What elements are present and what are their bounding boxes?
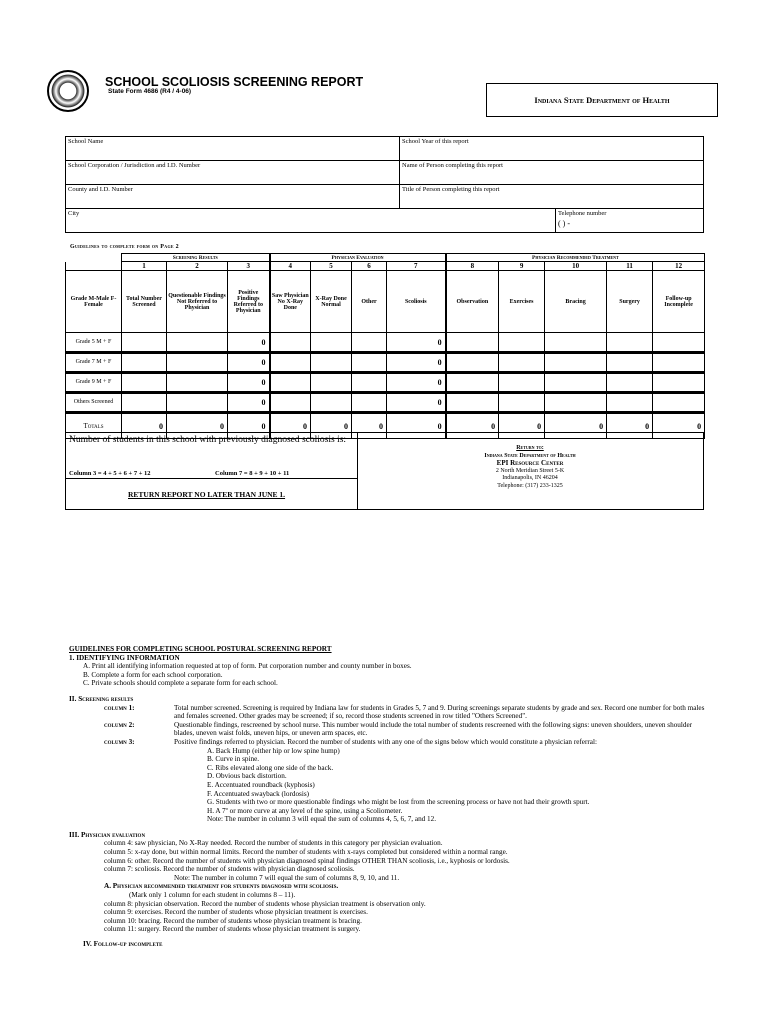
- column-text: column 6: other. Record the number of students with physician diagnosed spinal findings OTHER THAN scoliosis, i.e., kyphosis or lordosis.: [104, 856, 510, 865]
- header-xray-normal: X-Ray Done Normal: [311, 271, 352, 333]
- total-cell: 0: [387, 413, 446, 439]
- cell-input[interactable]: [545, 393, 607, 413]
- cell-input[interactable]: [352, 353, 387, 373]
- corporation-label: School Corporation / Jurisdiction and I.D. Number: [68, 162, 201, 169]
- school-name-label: School Name: [68, 138, 104, 145]
- cell-input[interactable]: [311, 373, 352, 393]
- telephone-field[interactable]: [556, 209, 704, 233]
- county-label: County and I.D. Number: [68, 186, 133, 193]
- column-label: column 1:: [104, 703, 135, 712]
- cell-input[interactable]: [446, 373, 499, 393]
- column-label: column 2:: [104, 720, 135, 729]
- col-number: 1: [122, 262, 167, 271]
- instructions: [69, 645, 709, 949]
- cell-input[interactable]: [653, 353, 705, 373]
- cell-input[interactable]: [545, 333, 607, 353]
- row-label: Others Screened: [66, 393, 122, 413]
- cell-col7: 0: [387, 393, 446, 413]
- school-year-label: School Year of this report: [402, 138, 469, 145]
- row-label: Grade 7 M + F: [66, 353, 122, 373]
- cell-input[interactable]: [545, 373, 607, 393]
- cell-input[interactable]: [311, 393, 352, 413]
- header-surgery: Surgery: [607, 271, 653, 333]
- column-text: column 4: saw physician, No X-Ray needed. Record the number of students in this category per physician evaluation.: [104, 839, 443, 848]
- cell-col3: 0: [228, 373, 270, 393]
- cell-input[interactable]: [270, 373, 311, 393]
- group-physician-evaluation: Physician Evaluation: [270, 254, 446, 262]
- page-title: SCHOOL SCOLIOSIS SCREENING REPORT: [105, 75, 364, 89]
- header-exercises: Exercises: [499, 271, 545, 333]
- formula-column-3: Column 3 = 4 + 5 + 6 + 7 + 12: [69, 470, 151, 477]
- row-label: Grade 9 M + F: [66, 373, 122, 393]
- county-field[interactable]: [66, 185, 400, 209]
- cell-input[interactable]: [352, 393, 387, 413]
- sign-item: A. Back Hump (either hip or low spine hump): [207, 746, 340, 755]
- cell-input[interactable]: [311, 333, 352, 353]
- person-completing-field[interactable]: [400, 161, 704, 185]
- cell-input[interactable]: [607, 373, 653, 393]
- cell-input[interactable]: [311, 353, 352, 373]
- cell-input[interactable]: [607, 353, 653, 373]
- telephone-value: ( ) -: [558, 219, 570, 228]
- cell-input[interactable]: [653, 393, 705, 413]
- cell-input[interactable]: [607, 393, 653, 413]
- column-text: column 11: surgery. Record the number of students whose physician treatment is surgery.: [104, 925, 361, 934]
- col-number: 12: [653, 262, 705, 271]
- cell-col7: 0: [387, 333, 446, 353]
- cell-input[interactable]: [545, 353, 607, 373]
- cell-input[interactable]: [122, 353, 167, 373]
- table-row: [66, 393, 705, 413]
- sign-item: B. Curve in spine.: [207, 755, 260, 764]
- instruction-line: B. Complete a form for each school corporation.: [83, 670, 223, 679]
- corporation-field[interactable]: [66, 161, 400, 185]
- return-phone: Telephone: (317) 233-1325: [497, 482, 563, 489]
- col-number: 8: [446, 262, 499, 271]
- header-scoliosis: Scoliosis: [387, 271, 446, 333]
- sign-item: G. Students with two or more questionable findings who might be lost from the screening process or have not had their growth spurt.: [207, 798, 590, 807]
- header-saw-physician: Saw Physician No X-Ray Done: [270, 271, 311, 333]
- sign-item: F. Accentuated swayback (lordosis): [207, 789, 310, 798]
- total-cell: 0: [122, 413, 167, 439]
- formula-column-7: Column 7 = 8 + 9 + 10 + 11: [215, 470, 290, 477]
- return-dept: Indiana State Department of Health: [484, 452, 576, 459]
- return-heading: Return to:: [516, 445, 544, 451]
- title-person-label: Title of Person completing this report: [402, 186, 500, 193]
- cell-col7: 0: [387, 353, 446, 373]
- previously-diagnosed-label: Number of students in this school with previously diagnosed scoliosis is:: [69, 435, 347, 445]
- treatment-subnote: (Mark only 1 column for each student in columns 8 – 11).: [129, 891, 296, 900]
- table-row: [66, 373, 705, 393]
- cell-col3: 0: [228, 333, 270, 353]
- header-questionable: Questionable Findings Not Referred to Physician: [167, 271, 228, 333]
- column-text: Positive findings referred to physician. Record the number of students with any one of the signs below which would constitute a physician referral:: [174, 737, 597, 746]
- instruction-line: C. Private schools should complete a separate form for each school.: [83, 679, 278, 688]
- total-cell: 0: [311, 413, 352, 439]
- cell-input[interactable]: [499, 373, 545, 393]
- sign-item: Note: The number in column 3 will equal the sum of columns 4, 5, 6, 7, and 12.: [207, 815, 437, 824]
- sign-item: H. A 7º or more curve at any level of the spine, using a Scoliometer.: [207, 806, 403, 815]
- return-city: Indianapolis, IN 46204: [502, 475, 558, 481]
- department-name: Indiana State Department of Health: [534, 95, 670, 105]
- cell-input[interactable]: [122, 373, 167, 393]
- col-number: 9: [499, 262, 545, 271]
- cell-input[interactable]: [499, 393, 545, 413]
- header-positive-referred: Positive Findings Referred to Physician: [228, 271, 270, 333]
- header-observation: Observation: [446, 271, 499, 333]
- cell-input[interactable]: [653, 373, 705, 393]
- return-street: 2 North Meridian Street 5-K: [495, 467, 565, 474]
- column-text: Questionable findings, rescreened by school nurse. This number would include the total number of students rescreened with the following signs: uneven shoulders, uneven shoulder blades, uneven waist folds, uneven hips, or uneven arm spaces, etc.: [174, 720, 693, 738]
- total-cell: 0: [352, 413, 387, 439]
- total-cell: 0: [228, 413, 270, 439]
- table-row: [66, 353, 705, 373]
- section-2-heading: II. Screening results: [69, 694, 134, 703]
- telephone-label: Telephone number: [558, 210, 607, 217]
- col-number: 6: [352, 262, 387, 271]
- total-cell: 0: [167, 413, 228, 439]
- cell-input[interactable]: [446, 333, 499, 353]
- cell-input[interactable]: [122, 393, 167, 413]
- indiana-state-seal-icon: [47, 70, 89, 112]
- col-number: 2: [167, 262, 228, 271]
- instructions-title: GUIDELINES FOR COMPLETING SCHOOL POSTURAL SCREENING REPORT: [69, 645, 332, 653]
- total-cell: 0: [270, 413, 311, 439]
- instruction-line: A. Print all identifying information requested at top of form. Put corporation number and county number in boxes.: [83, 662, 412, 671]
- group-physician-treatment: Physician Recommended Treatment: [446, 254, 705, 262]
- col-number: 4: [270, 262, 311, 271]
- col-number: 11: [607, 262, 653, 271]
- cell-input[interactable]: [352, 373, 387, 393]
- return-address: [460, 445, 600, 490]
- cell-input[interactable]: [499, 353, 545, 373]
- cell-input[interactable]: [270, 353, 311, 373]
- cell-input[interactable]: [167, 333, 228, 353]
- table-row: [66, 333, 705, 353]
- header-total-screened: Total Number Screened: [122, 271, 167, 333]
- header-bracing: Bracing: [545, 271, 607, 333]
- cell-col3: 0: [228, 353, 270, 373]
- column-text: Total number screened. Screening is required by Indiana law for students in Grades 5, 7 and 9. During screenings separate students by grade and sex. Record one number for both males and females screened. Other grades may be screened; if so, record those students screened in row titled "Others Screened".: [174, 703, 705, 721]
- row-label: Grade 5 M + F: [66, 333, 122, 353]
- treatment-heading: A. Physician recommended treatment for students diagnosed with scoliosis.: [104, 882, 339, 891]
- form-number: State Form 4686 (R4 / 4-06): [108, 88, 192, 95]
- city-label: City: [68, 210, 80, 217]
- identifying-info-table: [65, 136, 704, 233]
- total-cell: 0: [653, 413, 705, 439]
- cell-input[interactable]: [167, 353, 228, 373]
- section-4-heading: IV. Follow-up incomplete: [83, 940, 163, 948]
- column-text: column 7: scoliosis. Record the number of students with physician diagnosed scoliosis.: [104, 865, 355, 874]
- department-box: [486, 83, 718, 117]
- cell-input[interactable]: [653, 333, 705, 353]
- section-1-heading: 1. IDENTIFYING INFORMATION: [69, 653, 180, 662]
- total-cell: 0: [545, 413, 607, 439]
- column-text: column 9: exercises. Record the number of students whose physician treatment is exercises.: [104, 908, 368, 917]
- column-text: column 5: x-ray done, but within normal limits. Record the number of students with x-rays completed but considered within a normal range.: [104, 848, 508, 857]
- cell-input[interactable]: [446, 393, 499, 413]
- section-3-heading: III. Physician evaluation: [69, 830, 146, 839]
- cell-input[interactable]: [352, 333, 387, 353]
- cell-input[interactable]: [270, 333, 311, 353]
- totals-label: Totals: [66, 413, 122, 439]
- group-screening-results: Screening Results: [122, 254, 270, 262]
- cell-input[interactable]: [270, 393, 311, 413]
- return-center: EPI Resource Center: [496, 459, 564, 467]
- total-cell: 0: [607, 413, 653, 439]
- col-number: 10: [545, 262, 607, 271]
- cell-input[interactable]: [499, 333, 545, 353]
- column-text: column 8: physician observation. Record the number of students whose physician treatment is observation only.: [104, 899, 426, 908]
- sign-item: D. Obvious back distortion.: [207, 772, 287, 781]
- sign-item: E. Accentuated roundback (kyphosis): [207, 780, 315, 789]
- header-followup: Follow-up Incomplete: [653, 271, 705, 333]
- col-number: 7: [387, 262, 446, 271]
- person-completing-label: Name of Person completing this report: [402, 162, 503, 169]
- col-number: 5: [311, 262, 352, 271]
- col-number: 3: [228, 262, 270, 271]
- city-field[interactable]: [66, 209, 556, 233]
- column-label: column 3:: [104, 737, 135, 746]
- header-other: Other: [352, 271, 387, 333]
- return-deadline: RETURN REPORT NO LATER THAN JUNE 1.: [128, 490, 286, 499]
- cell-input[interactable]: [607, 333, 653, 353]
- school-year-field[interactable]: [400, 137, 704, 161]
- total-cell: 0: [446, 413, 499, 439]
- cell-input[interactable]: [122, 333, 167, 353]
- cell-input[interactable]: [167, 393, 228, 413]
- guidelines-note: Guidelines to complete form on Page 2: [70, 244, 179, 250]
- cell-col7: 0: [387, 373, 446, 393]
- school-name-field[interactable]: [66, 137, 400, 161]
- cell-input[interactable]: [446, 353, 499, 373]
- column-text: column 10: bracing. Record the number of students whose physician treatment is bracing.: [104, 916, 362, 925]
- sign-item: C. Ribs elevated along one side of the back.: [207, 763, 334, 772]
- cell-input[interactable]: [167, 373, 228, 393]
- screening-table: [65, 253, 705, 439]
- total-cell: 0: [499, 413, 545, 439]
- column-note: Note: The number in column 7 will equal the sum of columns 8, 9, 10, and 11.: [174, 873, 400, 882]
- title-person-field[interactable]: [400, 185, 704, 209]
- header-grade: Grade M-Male F-Female: [66, 271, 122, 333]
- cell-col3: 0: [228, 393, 270, 413]
